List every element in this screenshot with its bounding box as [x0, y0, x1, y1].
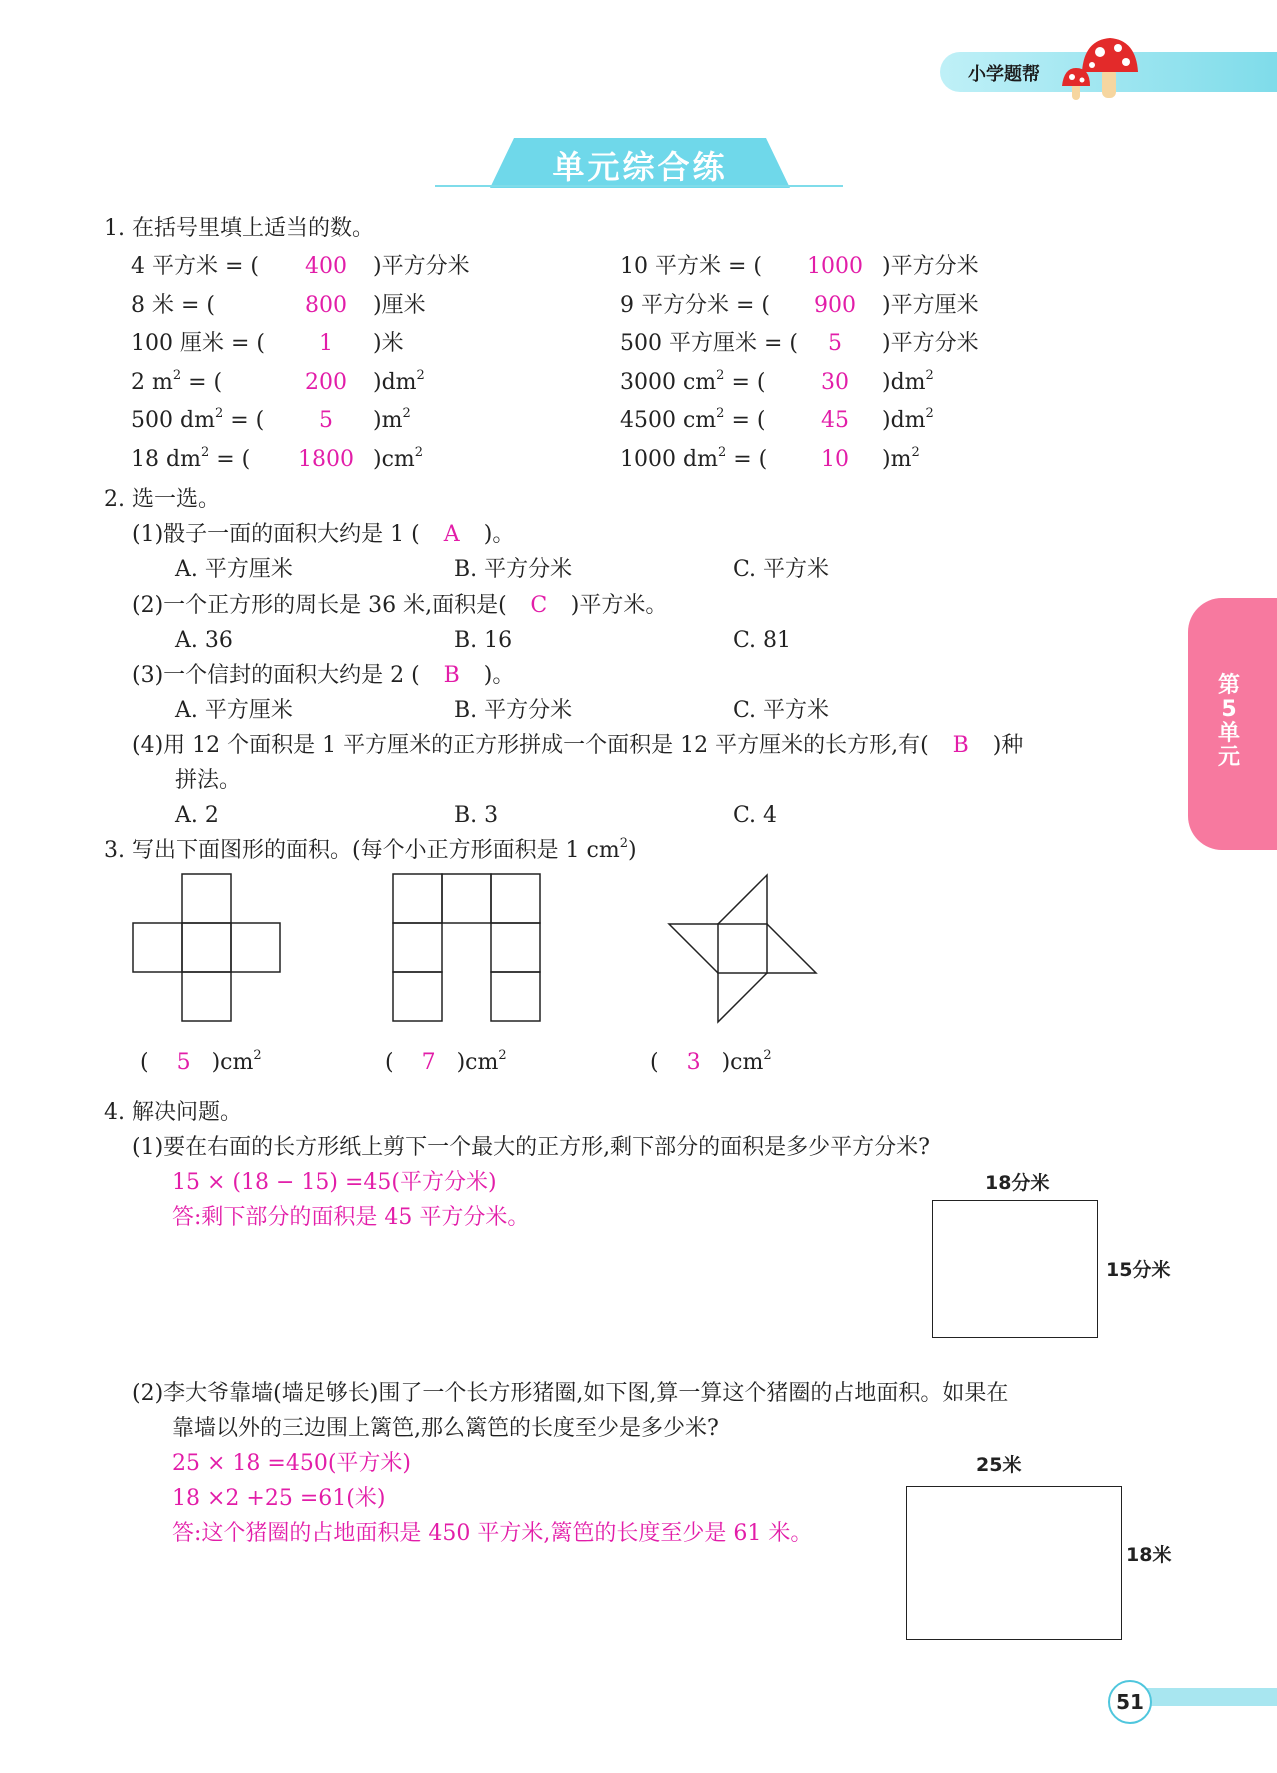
- q4-2-question-line1: (2)李大爷靠墙(墙足够长)围了一个长方形猪圈,如下图,算一算这个猪圈的占地面积。如果在: [132, 1381, 1009, 1406]
- q2-option: A. 36: [175, 628, 233, 653]
- q1-answer: 5: [828, 331, 842, 356]
- q4-1-question: (1)要在右面的长方形纸上剪下一个最大的正方形,剩下部分的面积是多少平方分米?: [132, 1135, 930, 1160]
- q2-answer: C: [530, 593, 548, 618]
- q3-answer: 5: [176, 1050, 191, 1075]
- q1-row-suffix: )平方分米: [882, 331, 979, 356]
- q1-row-prefix: 9 平方分米 = (: [620, 292, 770, 318]
- q2-option: A. 平方厘米: [175, 557, 293, 582]
- q3-unit: )$cm^2$: [721, 1048, 772, 1075]
- q1-answer: 1: [319, 331, 333, 356]
- q1-answer: 400: [305, 254, 347, 279]
- q1-row-suffix: )平方厘米: [882, 292, 979, 318]
- q1-row-prefix: 10 平方米 = (: [620, 254, 762, 279]
- q2-heading: 2. 选一选。: [104, 487, 220, 512]
- q1-row-prefix: 100 厘米 = (: [131, 331, 265, 356]
- q1-row-prefix: 4500 $cm^2$ = (: [620, 406, 766, 433]
- q2-question: [132, 661, 514, 691]
- q1-row-suffix: )平方分米: [882, 254, 979, 279]
- q2-answer: B: [443, 663, 460, 688]
- q4-2-question-line2: 靠墙以外的三边围上篱笆,那么篱笆的长度至少是多少米?: [172, 1416, 719, 1441]
- q3-answer-row: ( 7 )$cm^2$: [385, 1048, 507, 1078]
- q2-question-text: (4)用 12 个面积是 1 平方厘米的正方形拼成一个面积是 12 平方厘米的长方形,有(: [132, 733, 929, 758]
- q2-question-end: )。: [483, 663, 515, 688]
- q2-option: C. 81: [733, 628, 792, 653]
- q4-1-rectangle: [932, 1200, 1098, 1338]
- q4-1-width-label: 18分米: [985, 1172, 1050, 1194]
- q1-answer: 45: [821, 408, 849, 433]
- q4-1-work-line: 15 × (18 − 15) =45(平方分米): [172, 1170, 497, 1195]
- q1-answer: 10: [821, 446, 849, 472]
- figure-arch: [390, 872, 545, 1027]
- q2-option: B. 平方分米: [454, 557, 573, 582]
- q1-row-prefix: 8 米 = (: [131, 292, 215, 318]
- q4-2-rectangle: [906, 1486, 1122, 1640]
- q1-row-prefix: 500 $dm^2$ = (: [131, 406, 265, 433]
- q1-row-suffix: )$dm^2$: [882, 367, 934, 395]
- q2-option: A. 平方厘米: [175, 698, 293, 723]
- q2-option: B. 16: [454, 628, 513, 653]
- q1-answer: 5: [319, 408, 333, 433]
- page-number: 51: [1108, 1680, 1152, 1724]
- q1-row-prefix: 2 $m^2$ = (: [131, 367, 223, 395]
- mushroom-icon: [1060, 32, 1150, 104]
- page-title: 单元综合练: [552, 148, 728, 186]
- q2-question-text: (2)一个正方形的周长是 36 米,面积是(: [132, 593, 507, 618]
- q2-answer: A: [443, 522, 460, 547]
- q2-question: [132, 591, 667, 621]
- q2-question-end: )种: [992, 733, 1024, 758]
- q1-row-prefix: 500 平方厘米 = (: [620, 331, 798, 356]
- q4-heading: 4. 解决问题。: [104, 1100, 242, 1125]
- q2-answer: B: [952, 733, 969, 758]
- page-number-band: [1130, 1688, 1277, 1706]
- q1-heading: 1. 在括号里填上适当的数。: [104, 216, 374, 241]
- q1-row-suffix: )米: [373, 331, 404, 356]
- q2-option: C. 4: [733, 803, 778, 828]
- q1-answer: 800: [305, 292, 347, 318]
- q1-row-prefix: 18 $dm^2$ = (: [131, 444, 251, 472]
- q2-option: B. 3: [454, 803, 499, 828]
- q1-row-prefix: 3000 $cm^2$ = (: [620, 367, 766, 395]
- q2-option: C. 平方米: [733, 557, 830, 582]
- figure-cross: [130, 872, 285, 1027]
- q4-2-work-line2: 18 ×2 +25 =61(米): [172, 1486, 386, 1511]
- q2-option: B. 平方分米: [454, 698, 573, 723]
- q1-answer: 1800: [298, 446, 354, 472]
- q4-2-width-label: 25米: [976, 1454, 1022, 1476]
- q3-answer-row: ( 5 )$cm^2$: [140, 1048, 262, 1078]
- q1-row-suffix: )平方分米: [373, 254, 470, 279]
- q2-option: A. 2: [175, 803, 219, 828]
- q1-row-prefix: 4 平方米 = (: [131, 254, 259, 279]
- q1-answer: 900: [814, 292, 856, 318]
- figure-pinwheel: [665, 872, 820, 1027]
- brand-label: 小学题帮: [968, 64, 1040, 85]
- q3-unit: )$cm^2$: [456, 1048, 507, 1075]
- q1-row-suffix: )$dm^2$: [373, 367, 425, 395]
- q4-2-height-label: 18米: [1126, 1544, 1172, 1566]
- q3-answer: 7: [421, 1050, 436, 1075]
- q2-question-end: )。: [483, 522, 515, 547]
- q3-unit: )$cm^2$: [211, 1048, 262, 1075]
- q1-row-prefix: 1000 $dm^2$ = (: [620, 444, 768, 472]
- q2-question-end: )平方米。: [570, 593, 668, 618]
- q1-row-suffix: )$m^2$: [882, 444, 920, 472]
- q1-row-suffix: )$cm^2$: [373, 444, 424, 472]
- q4-1-answer-line: 答:剩下部分的面积是 45 平方分米。: [172, 1205, 530, 1230]
- q4-2-answer-line: 答:这个猪圈的占地面积是 450 平方米,篱笆的长度至少是 61 米。: [172, 1521, 813, 1546]
- q2-question: [132, 731, 1023, 761]
- q2-question-text: (1)骰子一面的面积大约是 1 (: [132, 522, 420, 547]
- q3-answer-row: ( 3 )$cm^2$: [650, 1048, 772, 1078]
- q1-row-suffix: )$m^2$: [373, 406, 411, 433]
- q4-1-height-label: 15分米: [1106, 1259, 1171, 1281]
- unit-side-tab: [1188, 598, 1277, 850]
- q2-question: [132, 520, 514, 550]
- q3-heading: 3. 写出下面图形的面积。(每个小正方形面积是 1 $cm^2$): [104, 836, 637, 863]
- q1-answer: 200: [305, 369, 347, 395]
- q2-question-continued: 拼法。: [175, 768, 242, 793]
- q1-row-suffix: )$dm^2$: [882, 406, 934, 433]
- q3-answer: 3: [686, 1050, 701, 1075]
- q1-answer: 30: [821, 369, 849, 395]
- unit-label: 第5单元: [1217, 673, 1240, 770]
- q1-answer: 1000: [807, 254, 863, 279]
- q2-question-text: (3)一个信封的面积大约是 2 (: [132, 663, 420, 688]
- q4-2-work-line1: 25 × 18 =450(平方米): [172, 1451, 411, 1476]
- q2-option: C. 平方米: [733, 698, 830, 723]
- q1-row-suffix: )厘米: [373, 292, 426, 318]
